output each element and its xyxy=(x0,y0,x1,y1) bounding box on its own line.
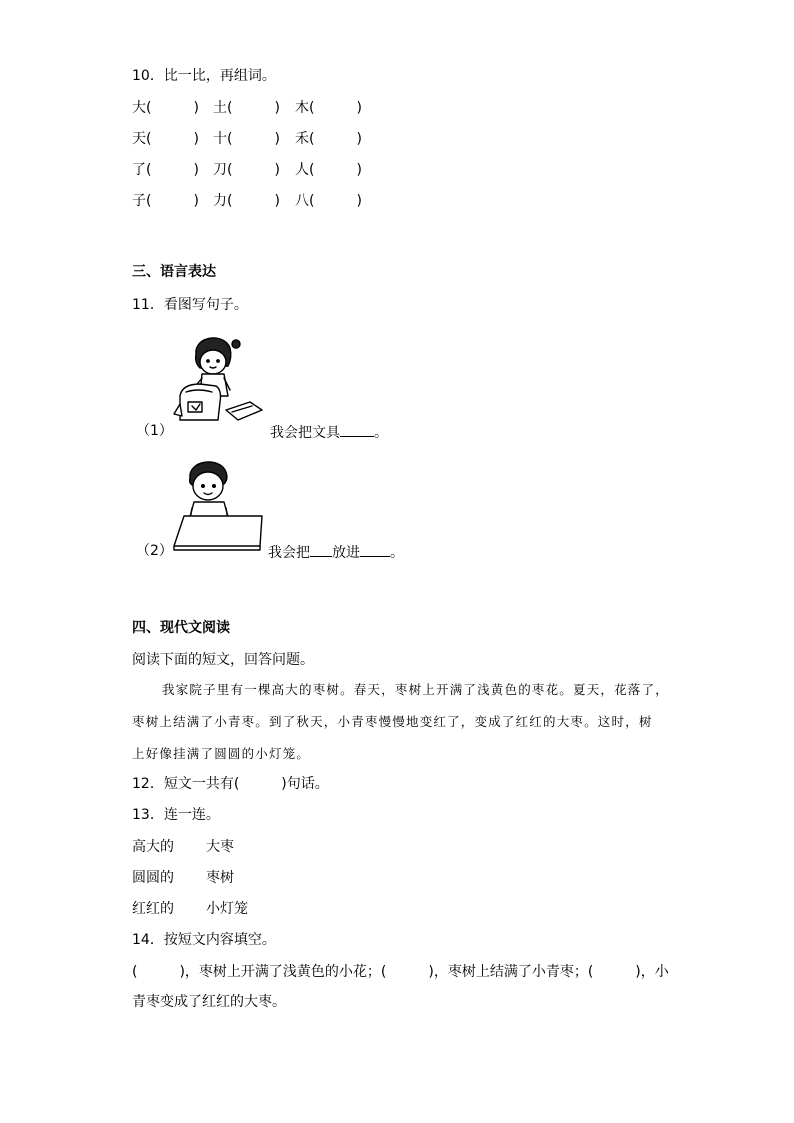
q10-title: 10．比一比，再组词。 xyxy=(132,68,276,84)
q14-line-1: ( )，枣树上开满了浅黄色的小花；( )，枣树上结满了小青枣；( )，小 xyxy=(132,964,669,980)
q12-text: 12．短文一共有( )句话。 xyxy=(132,776,329,792)
passage-line-3: 上好像挂满了圆圆的小灯笼。 xyxy=(132,746,311,761)
q13-right-2[interactable]: 枣树 xyxy=(206,870,234,886)
q11-item2-end: 。 xyxy=(390,545,404,561)
q10-row4-col3: 八( ) xyxy=(295,193,362,209)
q10-row1-col1: 大( ) xyxy=(132,100,199,116)
passage-line-2: 枣树上结满了小青枣。到了秋天，小青枣慢慢地变红了，变成了红红的大枣。这时，树 xyxy=(132,714,653,729)
reading-instruction: 阅读下面的短文，回答问题。 xyxy=(132,652,314,668)
q11-item1-sentence xyxy=(270,422,388,442)
q10-row3-col1: 了( ) xyxy=(132,162,199,178)
boy-at-desk-illustration xyxy=(170,456,270,552)
q14-title: 14．按短文内容填空。 xyxy=(132,932,276,948)
q11-item2-blank-2[interactable] xyxy=(360,542,390,557)
q11-item2-number: （2） xyxy=(136,543,173,559)
q13-right-3[interactable]: 小灯笼 xyxy=(206,901,248,917)
q10-row1-col3: 木( ) xyxy=(295,100,362,116)
q10-row1-col2: 土( ) xyxy=(213,100,280,116)
q14-line-2: 青枣变成了红红的大枣。 xyxy=(132,994,286,1010)
section3-title: 三、语言表达 xyxy=(132,264,216,280)
q13-right-1[interactable]: 大枣 xyxy=(206,839,234,855)
q11-item2-sentence xyxy=(268,542,404,562)
q10-row2-col2: 十( ) xyxy=(213,131,280,147)
q11-title: 11．看图写句子。 xyxy=(132,297,248,313)
q10-row3-col3: 人( ) xyxy=(295,162,362,178)
q11-item1-end: 。 xyxy=(374,425,388,441)
q10-row3-col2: 刀( ) xyxy=(213,162,280,178)
q13-left-2[interactable]: 圆圆的 xyxy=(132,870,174,886)
q11-item1-blank[interactable] xyxy=(340,422,374,437)
q11-item1-text: 我会把文具 xyxy=(270,425,340,441)
q13-title: 13．连一连。 xyxy=(132,807,220,823)
q13-left-1[interactable]: 高大的 xyxy=(132,839,174,855)
q10-row2-col1: 天( ) xyxy=(132,131,199,147)
q13-left-3[interactable]: 红红的 xyxy=(132,901,174,917)
q11-item1-number: （1） xyxy=(136,423,173,439)
q11-item2-blank-1[interactable] xyxy=(310,542,332,557)
girl-packing-bag-illustration xyxy=(166,330,270,428)
q10-row2-col3: 禾( ) xyxy=(295,131,362,147)
q11-item2-text-a: 我会把 xyxy=(268,545,310,561)
q11-item2-text-b: 放进 xyxy=(332,545,360,561)
q10-row4-col2: 力( ) xyxy=(213,193,280,209)
section4-title: 四、现代文阅读 xyxy=(132,620,230,636)
passage-line-1: 我家院子里有一棵高大的枣树。春天，枣树上开满了浅黄色的枣花。夏天，花落了， xyxy=(162,682,669,697)
q10-row4-col1: 子( ) xyxy=(132,193,199,209)
